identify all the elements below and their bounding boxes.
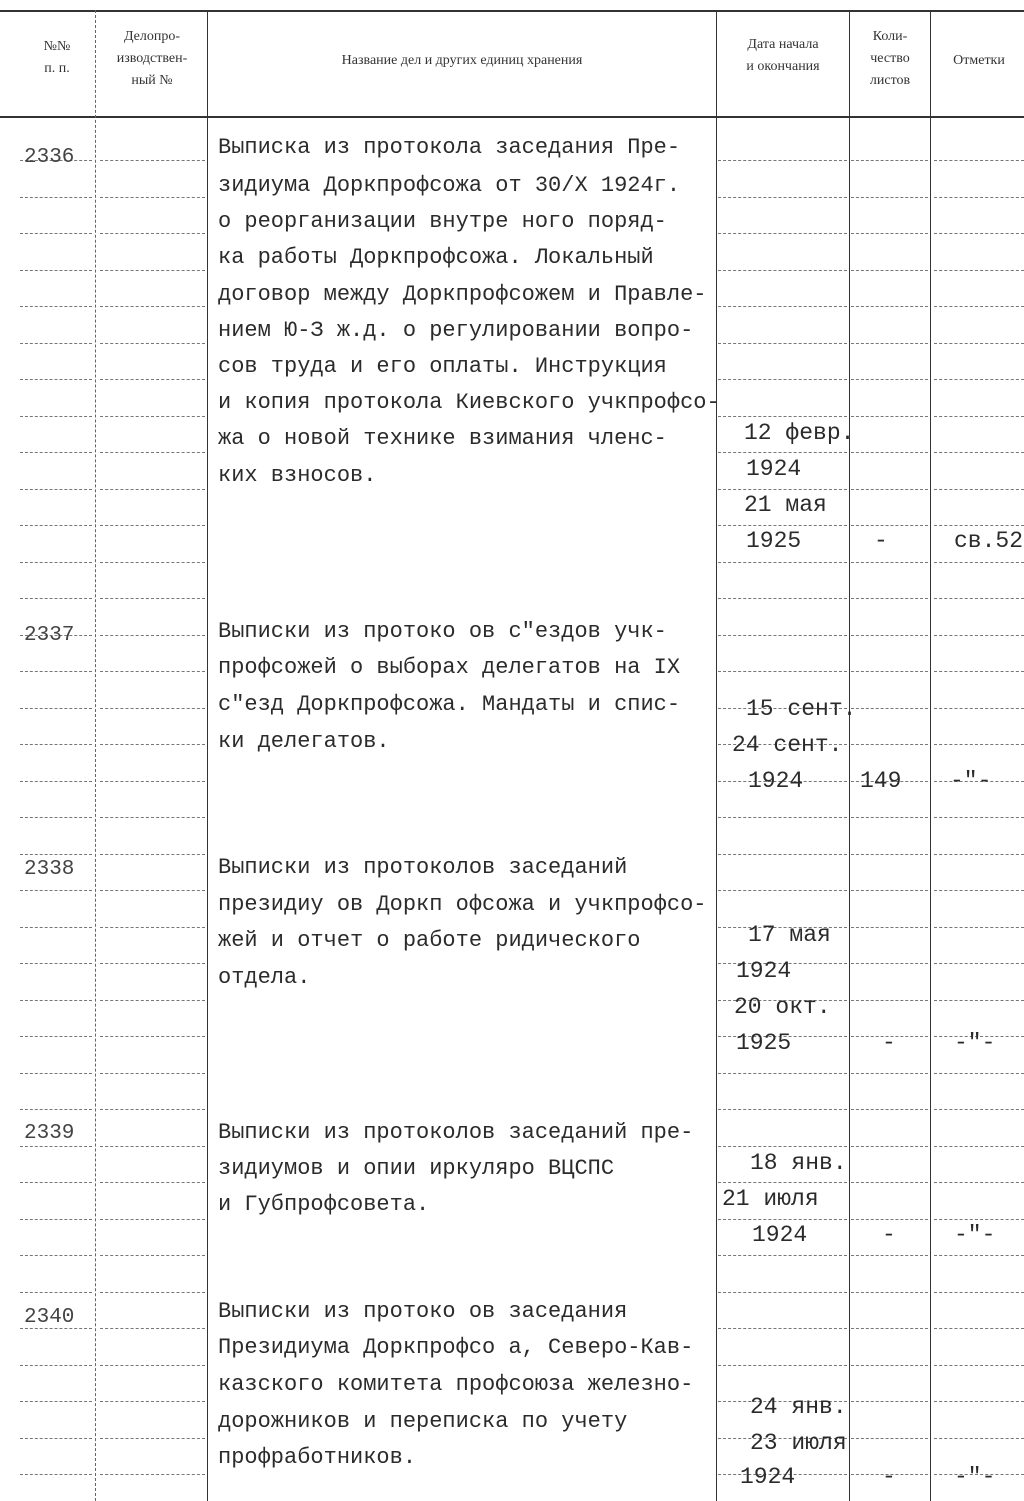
entry-title-line: и копия протокола Киевского учкпрофсо- (218, 390, 720, 415)
ruled-line (718, 562, 847, 563)
entry-title-line: ки делегатов. (218, 729, 390, 754)
entry-title-line: Выписки из протоколов заседаний (218, 855, 628, 880)
entry-date: 18 янв. (750, 1150, 847, 1176)
ruled-line (718, 1073, 847, 1074)
ruled-line (851, 1109, 928, 1110)
ruled-line (20, 1219, 92, 1220)
ruled-line (934, 489, 1024, 490)
entry-date: 1924 (736, 958, 792, 984)
ruled-line (100, 562, 205, 563)
entry-date: 1925 (746, 528, 802, 554)
ruled-line (20, 525, 92, 526)
ruled-line (718, 525, 847, 526)
ruled-line (718, 817, 847, 818)
ruled-line (934, 233, 1024, 234)
entry-title-line: профсожей о выборах делегатов на IX (218, 655, 681, 680)
ruled-line (100, 233, 205, 234)
ruled-line (851, 343, 928, 344)
ruled-line (20, 1109, 92, 1110)
ruled-line (851, 635, 928, 636)
header-col-sheets-line: Коли- (872, 29, 908, 44)
ruled-line (934, 197, 1024, 198)
ruled-line (718, 452, 847, 453)
ruled-line (718, 1292, 847, 1293)
entry-title-line: зидиума Доркпрофсожа от 30/X 1924г. (218, 173, 681, 198)
ruled-line (20, 1292, 92, 1293)
ruled-line (934, 635, 1024, 636)
ruled-line (100, 452, 205, 453)
entry-title-line: ка работы Доркпрофсожа. Локальный (218, 245, 654, 270)
ruled-line (851, 1401, 928, 1402)
ruled-line (851, 1182, 928, 1183)
ruled-line (100, 1036, 205, 1037)
ruled-line (100, 1109, 205, 1110)
ruled-line (851, 1255, 928, 1256)
ruled-line (718, 890, 847, 891)
ruled-line (934, 525, 1024, 526)
ruled-line (718, 270, 847, 271)
ruled-line (718, 306, 847, 307)
ruled-line (100, 890, 205, 891)
ruled-line (851, 1146, 928, 1147)
ruled-line (718, 379, 847, 380)
header-col-num-line: п. п. (44, 61, 70, 76)
entry-date: 1924 (740, 1464, 796, 1490)
ruled-line (718, 197, 847, 198)
entry-date: 15 сент. (746, 696, 857, 722)
ruled-line (934, 854, 1024, 855)
ruled-line (934, 1146, 1024, 1147)
ruled-line (100, 1401, 205, 1402)
ruled-line (718, 1255, 847, 1256)
ruled-line (718, 635, 847, 636)
ruled-line (851, 233, 928, 234)
ruled-line (20, 379, 92, 380)
entry-marks: св.52 (954, 528, 1024, 554)
ruled-line (100, 1328, 205, 1329)
ruled-line (100, 1000, 205, 1001)
ruled-line (934, 1109, 1024, 1110)
ruled-line (851, 708, 928, 709)
ruled-line (851, 489, 928, 490)
ruled-line (100, 635, 205, 636)
ruled-line (100, 160, 205, 161)
entry-title-line: Выписки из протоколов заседаний пре- (218, 1120, 694, 1145)
ruled-line (934, 1328, 1024, 1329)
ruled-line (851, 854, 928, 855)
ruled-line (100, 963, 205, 964)
ruled-line (20, 1073, 92, 1074)
ruled-line (100, 379, 205, 380)
ruled-line (20, 1146, 92, 1147)
entry-date: 17 мая (748, 922, 831, 948)
ruled-line (20, 1438, 92, 1439)
ruled-line (20, 489, 92, 490)
ruled-line (100, 781, 205, 782)
ruled-line (851, 306, 928, 307)
ruled-line (934, 416, 1024, 417)
ruled-line (20, 890, 92, 891)
header-col-dates-line: и окончания (746, 59, 820, 74)
entry-title-line: с"езд Доркпрофсожа. Мандаты и спис- (218, 692, 681, 717)
ruled-line (100, 1365, 205, 1366)
entry-title-line: ких взносов. (218, 463, 377, 488)
ruled-line (934, 343, 1024, 344)
header-col-dates-line: Дата начала (747, 37, 819, 52)
ruled-line (100, 927, 205, 928)
header-col-num-line: №№ (43, 39, 71, 54)
header-col-office-line: ный № (131, 73, 173, 88)
ruled-line (718, 1328, 847, 1329)
ruled-line (100, 598, 205, 599)
ruled-line (851, 1292, 928, 1293)
ruled-line (718, 160, 847, 161)
header-col-office (100, 26, 204, 92)
ruled-line (20, 1000, 92, 1001)
entry-number: 2338 (24, 858, 75, 881)
ruled-line (100, 343, 205, 344)
ruled-line (934, 1255, 1024, 1256)
ruled-line (100, 671, 205, 672)
ruled-line (100, 525, 205, 526)
entry-title-line: сов труда и его оплаты. Инструкция (218, 354, 667, 379)
entry-marks: -"- (954, 1222, 996, 1248)
entry-title-line: Выписки из протоко ов заседания (218, 1299, 628, 1324)
ruled-line (934, 1000, 1024, 1001)
ruled-line (20, 817, 92, 818)
ruled-line (100, 1219, 205, 1220)
ruled-line (718, 854, 847, 855)
ruled-line (20, 452, 92, 453)
ruled-line (851, 1000, 928, 1001)
ruled-line (20, 1365, 92, 1366)
ruled-line (100, 1292, 205, 1293)
ruled-line (934, 927, 1024, 928)
ruled-line (851, 890, 928, 891)
entry-sheets: 149 (860, 768, 902, 794)
entry-title-line: зидиумов и опии иркуляро ВЦСПС (218, 1156, 615, 1181)
entry-title-line: Выписка из протокола заседания Пре- (218, 135, 681, 160)
ruled-line (718, 598, 847, 599)
ruled-line (20, 671, 92, 672)
entry-date: 1925 (736, 1030, 792, 1056)
column-divider (930, 10, 931, 1501)
entry-sheets: - (882, 1464, 896, 1490)
entry-date: 1924 (746, 456, 802, 482)
ruled-line (100, 1073, 205, 1074)
ruled-line (718, 1219, 847, 1220)
column-divider (849, 10, 850, 1501)
entry-title-line: профработников. (218, 1445, 417, 1470)
entry-sheets: - (882, 1222, 896, 1248)
entry-title-line: Президиума Доркпрофсо а, Северо-Кав- (218, 1335, 694, 1360)
entry-title-line: договор между Доркпрофсожем и Правле- (218, 282, 707, 307)
ruled-line (20, 270, 92, 271)
entry-date: 24 янв. (750, 1394, 847, 1420)
ruled-line (934, 452, 1024, 453)
ruled-line (718, 1182, 847, 1183)
ruled-line (934, 890, 1024, 891)
entry-title-line: дорожников и переписка по учету (218, 1409, 628, 1434)
entry-title-line: отдела. (218, 965, 311, 990)
ruled-line (100, 817, 205, 818)
ruled-line (851, 416, 928, 417)
entry-date: 1924 (748, 768, 804, 794)
entry-date: 21 июля (722, 1186, 819, 1212)
ruled-line (718, 233, 847, 234)
ruled-line (934, 671, 1024, 672)
ruled-line (718, 489, 847, 490)
ruled-line (20, 927, 92, 928)
column-divider (95, 10, 96, 1501)
ruled-line (20, 1036, 92, 1037)
ruled-line (100, 416, 205, 417)
entry-title-line: жей и отчет о работе ридического (218, 928, 641, 953)
ruled-line (20, 343, 92, 344)
ruled-line (20, 562, 92, 563)
ruled-line (20, 963, 92, 964)
ruled-line (100, 1438, 205, 1439)
ruled-line (851, 452, 928, 453)
entry-title-line: казского комитета профсоюза железно- (218, 1372, 694, 1397)
header-col-num (20, 36, 94, 80)
entry-title-line: нием Ю-З ж.д. о регулировании вопро- (218, 318, 694, 343)
ruled-line (851, 160, 928, 161)
header-bottom-border (0, 116, 1024, 118)
entry-date: 1924 (752, 1222, 808, 1248)
ruled-line (934, 379, 1024, 380)
entry-date: 24 сент. (732, 732, 843, 758)
ruled-line (20, 1474, 92, 1475)
column-divider (716, 10, 717, 1501)
ruled-line (851, 744, 928, 745)
ruled-line (718, 671, 847, 672)
ruled-line (100, 854, 205, 855)
header-col-title: Название дел и других единиц хранения (341, 53, 583, 68)
ruled-line (20, 416, 92, 417)
ruled-line (851, 1219, 928, 1220)
ruled-line (934, 562, 1024, 563)
ruled-line (934, 744, 1024, 745)
entry-date: 20 окт. (734, 994, 831, 1020)
entry-sheets: - (874, 528, 888, 554)
ruled-line (851, 1438, 928, 1439)
ruled-line (851, 598, 928, 599)
ruled-line (718, 1146, 847, 1147)
ruled-line (100, 1182, 205, 1183)
ruled-line (20, 781, 92, 782)
entry-title-line: о реорганизации внутре ного поряд- (218, 209, 667, 234)
ruled-line (20, 708, 92, 709)
ruled-line (934, 1219, 1024, 1220)
ruled-line (934, 160, 1024, 161)
header-top-border (0, 10, 1024, 12)
entry-date: 21 мая (744, 492, 827, 518)
entry-title-line: жа о новой технике взимания членс- (218, 426, 667, 451)
ruled-line (851, 817, 928, 818)
header-col-sheets (851, 26, 929, 92)
ruled-line (20, 1255, 92, 1256)
column-divider (207, 10, 208, 1501)
entry-number: 2339 (24, 1122, 75, 1145)
entry-title-line: Выписки из протоко ов с"ездов учк- (218, 619, 667, 644)
ruled-line (100, 270, 205, 271)
entry-number: 2340 (24, 1306, 75, 1329)
header-col-office-line: изводствен- (116, 51, 188, 66)
ruled-line (934, 1401, 1024, 1402)
ruled-line (718, 1109, 847, 1110)
ruled-line (934, 1182, 1024, 1183)
ruled-line (20, 1401, 92, 1402)
header-col-marks: Отметки (953, 53, 1005, 68)
ruled-line (20, 197, 92, 198)
ruled-line (851, 270, 928, 271)
ruled-line (934, 817, 1024, 818)
header-col-sheets-line: листов (869, 73, 911, 88)
ruled-line (100, 197, 205, 198)
ruled-line (934, 1438, 1024, 1439)
entry-title-line: и Губпрофсовета. (218, 1192, 430, 1217)
entry-number: 2336 (24, 146, 75, 169)
ruled-line (100, 489, 205, 490)
header-col-office-line: Делопро- (123, 29, 181, 44)
header-col-sheets-line: чество (870, 51, 910, 66)
ruled-line (851, 1365, 928, 1366)
ruled-line (718, 1365, 847, 1366)
ruled-line (20, 744, 92, 745)
ruled-line (934, 963, 1024, 964)
ruled-line (851, 525, 928, 526)
ruled-line (20, 306, 92, 307)
ruled-line (100, 306, 205, 307)
ruled-line (851, 963, 928, 964)
entry-title-line: президиу ов Доркп офсожа и учкпрофсо- (218, 892, 707, 917)
ruled-line (100, 1474, 205, 1475)
ruled-line (934, 1073, 1024, 1074)
ruled-line (934, 306, 1024, 307)
ruled-line (20, 233, 92, 234)
ruled-line (20, 598, 92, 599)
ruled-line (851, 197, 928, 198)
ruled-line (718, 343, 847, 344)
ruled-line (20, 854, 92, 855)
ruled-line (934, 598, 1024, 599)
ruled-line (934, 270, 1024, 271)
ruled-line (718, 416, 847, 417)
entry-date: 12 февр. (744, 420, 855, 446)
ruled-line (934, 1292, 1024, 1293)
ruled-line (100, 1146, 205, 1147)
entry-date: 23 июля (750, 1430, 847, 1456)
entry-marks: -"- (954, 1464, 996, 1490)
entry-sheets: - (882, 1030, 896, 1056)
ruled-line (851, 1328, 928, 1329)
ruled-line (851, 1073, 928, 1074)
ruled-line (851, 562, 928, 563)
ruled-line (851, 927, 928, 928)
entry-number: 2337 (24, 624, 75, 647)
entry-marks: -"- (950, 768, 992, 794)
header-col-dates (718, 34, 848, 78)
ruled-line (100, 1255, 205, 1256)
ruled-line (20, 1182, 92, 1183)
ruled-line (934, 708, 1024, 709)
entry-marks: -"- (954, 1030, 996, 1056)
ruled-line (100, 744, 205, 745)
ruled-line (100, 708, 205, 709)
ruled-line (934, 1365, 1024, 1366)
ruled-line (851, 671, 928, 672)
ruled-line (851, 379, 928, 380)
